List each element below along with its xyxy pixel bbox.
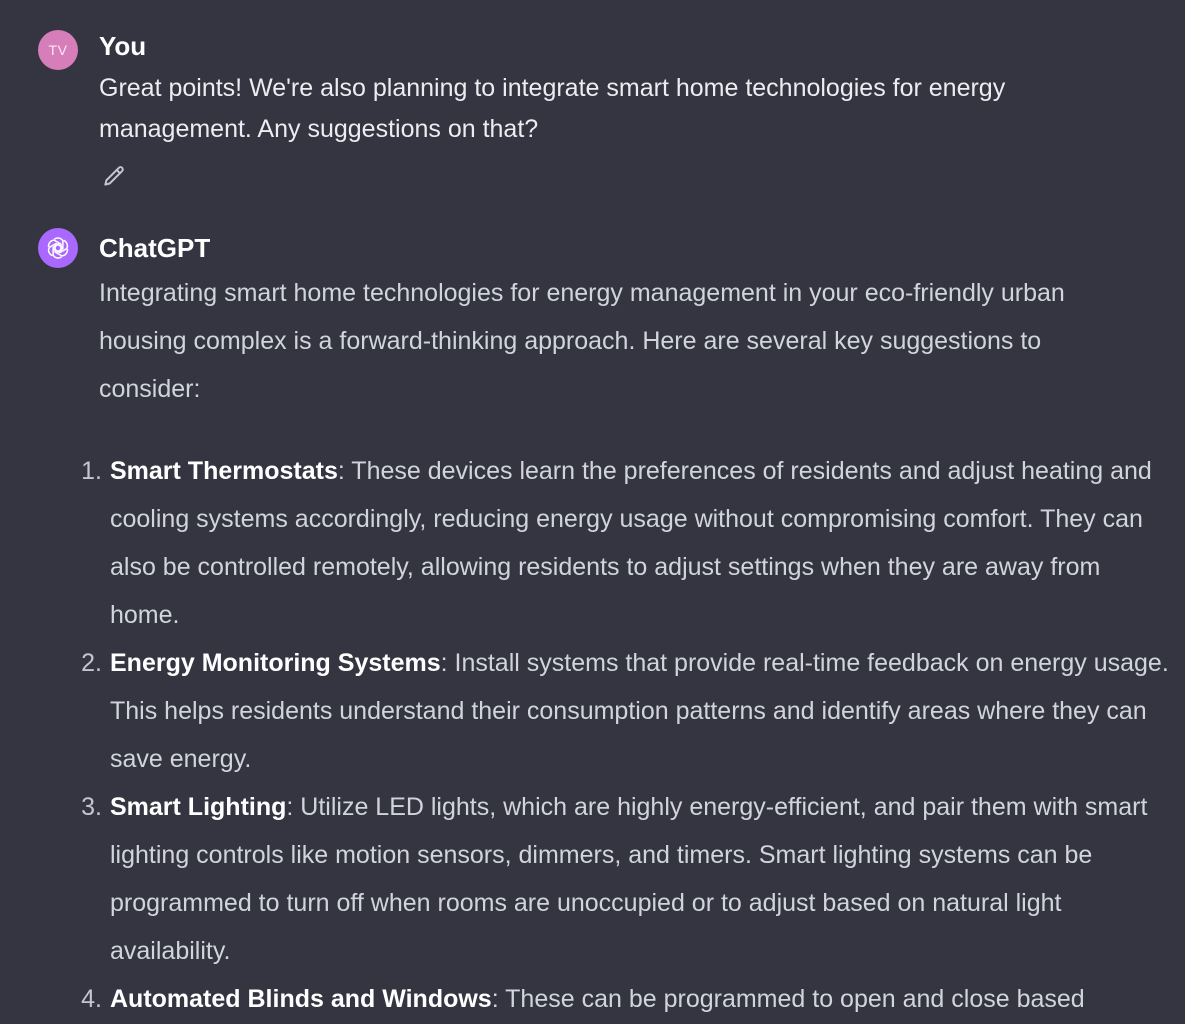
list-item-number: 4. <box>81 985 102 1013</box>
openai-logo-icon <box>45 235 71 261</box>
list-item-title: Smart Thermostats <box>110 457 338 485</box>
user-message-text: Great points! We're also planning to integrate smart home technologies for energy management. Any suggestions on that? <box>99 74 1006 143</box>
assistant-avatar <box>38 228 78 268</box>
list-item <box>81 975 1170 1023</box>
user-avatar <box>38 30 78 70</box>
pencil-icon <box>101 164 127 190</box>
list-item-text: : These can be programmed to open and close based <box>491 985 1085 1013</box>
list-item-number: 3. <box>81 793 102 821</box>
list-item-text: : Utilize LED lights, which are highly energy-efficient, and pair them with smart lighting controls like motion sensors, dimmers, and timers. Smart lighting systems can be programmed to turn off when rooms are unoccupied or to adjust based on natural light availability. <box>110 793 1148 965</box>
assistant-author-name: ChatGPT <box>99 233 211 263</box>
user-author-name: You <box>99 31 147 61</box>
list-item-title: Automated Blinds and Windows <box>110 985 492 1013</box>
edit-message-button[interactable] <box>99 162 129 192</box>
list-item-title: Smart Lighting <box>110 793 287 821</box>
list-item <box>81 783 1170 975</box>
list-item-number: 2. <box>81 649 102 677</box>
assistant-message <box>38 228 1185 1024</box>
list-item-text: : These devices learn the preferences of residents and adjust heating and cooling systems accordingly, reducing energy usage without compromising comfort. They can also be controlled remotely, allowing residents to adjust settings when they are away from home. <box>110 457 1152 629</box>
user-avatar-initials: TV <box>48 42 68 58</box>
list-item-title: Energy Monitoring Systems <box>110 649 441 677</box>
assistant-intro-text: Integrating smart home technologies for energy management in your eco-friendly urban housing complex is a forward-thinking approach. Here are several key suggestions to consider: <box>99 279 1065 403</box>
user-message <box>38 30 1185 200</box>
list-item <box>81 639 1170 783</box>
list-item-text: : Install systems that provide real-time feedback on energy usage. This helps residents understand their consumption patterns and identify areas where they can save energy. <box>110 649 1169 773</box>
list-item <box>81 447 1170 639</box>
suggestions-list <box>81 447 1170 1023</box>
list-item-number: 1. <box>81 457 102 485</box>
